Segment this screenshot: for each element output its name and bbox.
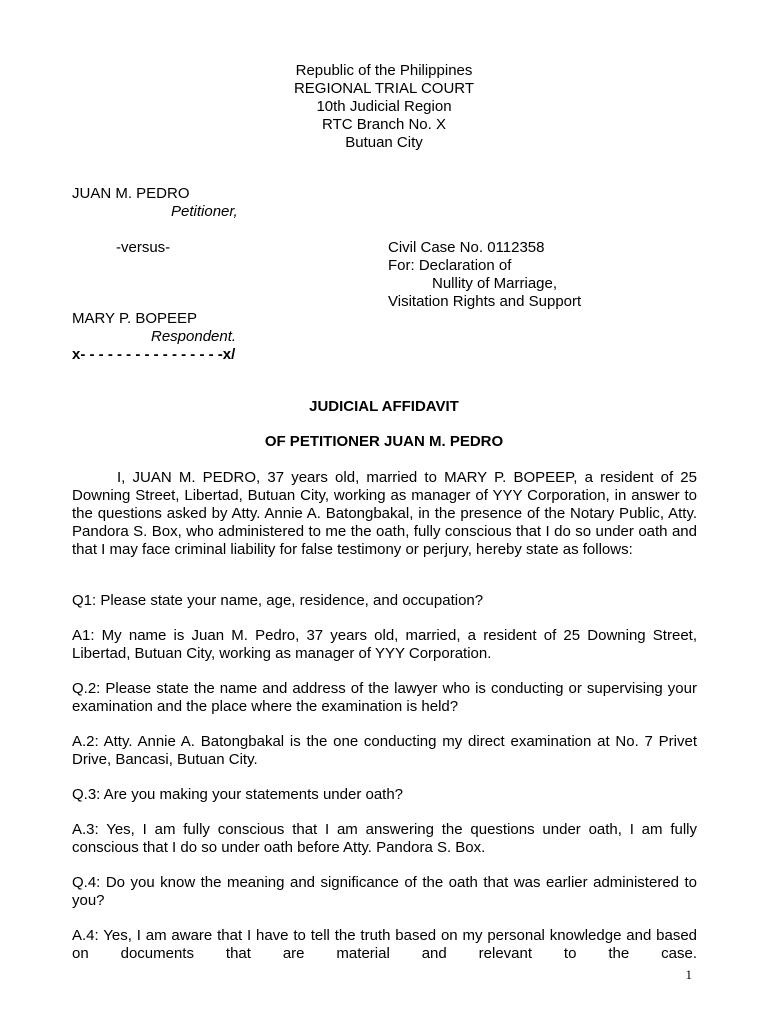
answer-1: A1: My name is Juan M. Pedro, 37 years old, married, a resident of 25 Downing Street, Libertad, Butuan City, working as manager of YYY Corporation. [72,627,697,662]
answer-2: A.2: Atty. Annie A. Batongbakal is the one conducting my direct examination at No. 7 Privet Drive, Bancasi, Butuan City. [72,733,697,768]
case-nature-line2: Nullity of Marriage, [432,275,558,292]
header-branch: RTC Branch No. X [322,116,446,133]
versus-label: -versus- [116,239,171,256]
respondent-name: MARY P. BOPEEP [72,310,198,327]
case-nature-line1: For: Declaration of [388,257,512,274]
affidavit-subtitle: OF PETITIONER JUAN M. PEDRO [264,433,504,450]
intro-paragraph: I, JUAN M. PEDRO, 37 years old, married to MARY P. BOPEEP, a resident of 25 Downing Street, Libertad, Butuan City, working as manager of YYY Corporation, in answer to the questions asked by Atty. Annie A. Batongbakal, in the presence of the Notary Public, Atty. Pandora S. Box, who administered to me the oath, fully conscious that I do so under oath and that I may face criminal liability for false testimony or perjury, hereby state as follows: [72,469,697,558]
question-3: Q.3: Are you making your statements under oath? [72,786,404,803]
answer-4: A.4: Yes, I am aware that I have to tell the truth based on my personal knowledge and based on documents that are material and relevant to the case. [72,927,697,962]
question-4: Q.4: Do you know the meaning and significance of the oath that was earlier administered to you? [72,874,697,909]
case-nature-line3: Visitation Rights and Support [388,293,582,310]
case-number: Civil Case No. 0112358 [388,239,545,256]
header-city: Butuan City [345,134,423,151]
header-republic: Republic of the Philippines [295,62,473,79]
answer-3: A.3: Yes, I am fully conscious that I am answering the questions under oath, I am fully conscious that I do so under oath before Atty. Pandora S. Box. [72,821,697,856]
header-court: REGIONAL TRIAL COURT [293,80,475,97]
affidavit-title: JUDICIAL AFFIDAVIT [309,398,459,415]
petitioner-name: JUAN M. PEDRO [72,185,190,202]
question-2: Q.2: Please state the name and address of the lawyer who is conducting or supervising your examination and the place where the examination is held? [72,680,697,715]
petitioner-role: Petitioner, [171,203,238,220]
caption-separator: x- - - - - - - - - - - - - - - -x/ [72,346,236,363]
page-number: 1 [685,967,692,982]
question-1: Q1: Please state your name, age, residence, and occupation? [72,592,484,609]
respondent-role: Respondent. [151,328,237,345]
header-region: 10th Judicial Region [316,98,452,115]
